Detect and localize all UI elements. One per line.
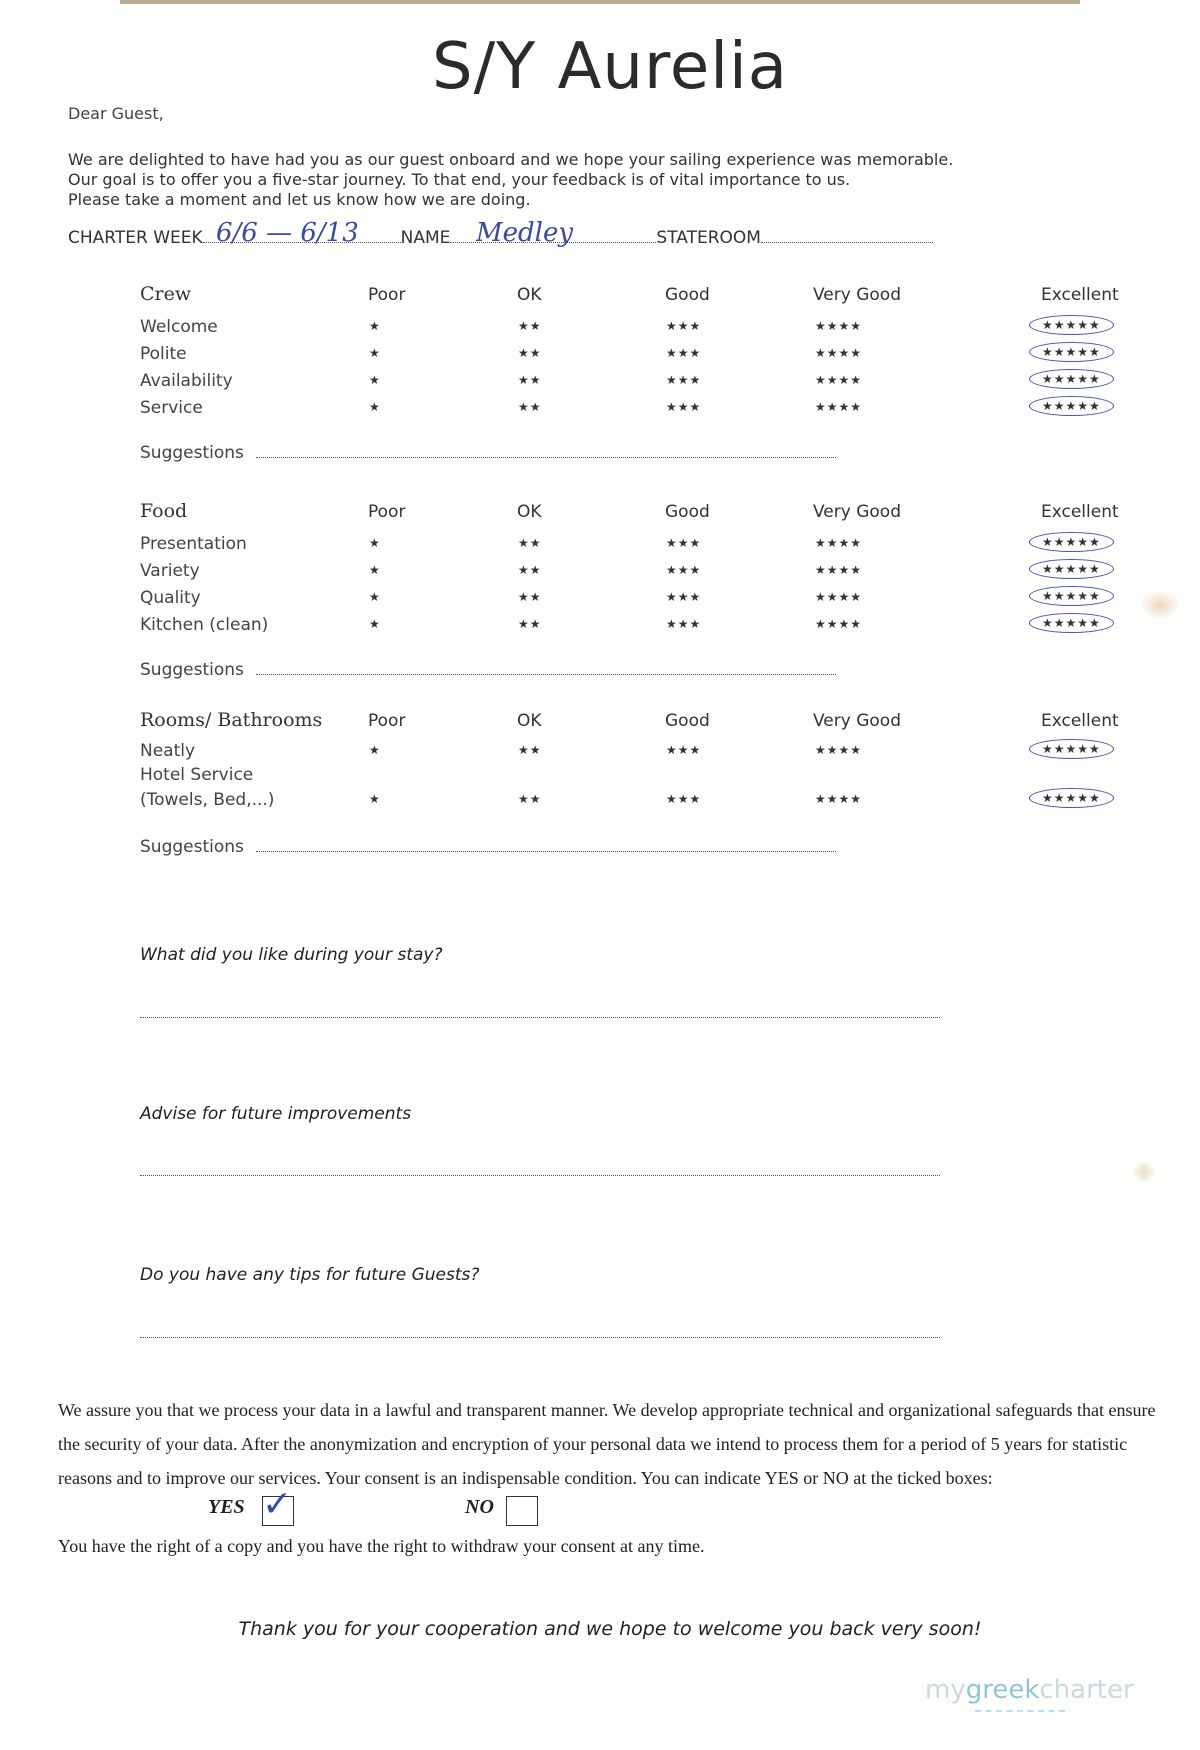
star-2[interactable]: ★★ xyxy=(518,319,542,333)
rating-label: Welcome xyxy=(140,317,218,337)
answer-line-liked[interactable] xyxy=(140,1016,940,1018)
answer-line-improvements[interactable] xyxy=(140,1174,940,1176)
copy-rights-text: You have the right of a copy and you have the right to withdraw your consent at any time. xyxy=(58,1536,705,1556)
rating-row xyxy=(140,588,1120,614)
rating-row xyxy=(140,344,1120,370)
star-1[interactable]: ★ xyxy=(369,536,381,550)
star-4[interactable]: ★★★★ xyxy=(815,590,863,604)
star-5-circled[interactable]: ★★★★★ xyxy=(1029,739,1114,759)
thanks-message: Thank you for your cooperation and we hope to welcome you back very soon! xyxy=(238,1618,982,1640)
charter-info-row xyxy=(68,218,968,258)
rating-row xyxy=(140,615,1120,641)
star-5-circled[interactable]: ★★★★★ xyxy=(1029,532,1114,552)
intro-line: Please take a moment and let us know how we are doing. xyxy=(68,190,531,209)
star-1[interactable]: ★ xyxy=(369,563,381,577)
paper-stain xyxy=(1140,590,1180,620)
star-1[interactable]: ★ xyxy=(369,590,381,604)
rating-row xyxy=(140,561,1120,587)
star-2[interactable]: ★★ xyxy=(518,346,542,360)
rating-row-label-only xyxy=(140,765,1120,791)
col-poor: Poor xyxy=(368,711,406,731)
star-2[interactable]: ★★ xyxy=(518,373,542,387)
star-5-circled[interactable]: ★★★★★ xyxy=(1029,613,1114,633)
star-4[interactable]: ★★★★ xyxy=(815,792,863,806)
consent-text: We assure you that we process your data in a lawful and transparent manner. We develop appropriate technical and organizational safeguards that ensure the security of your data. After the anonymization and encryption of your personal data we intend to process them for a period of 5 years for statistic reasons and to improve our services. Your consent is an indispensable condition. You can indicate YES or NO at the ticked boxes: xyxy=(58,1400,1156,1488)
watermark-part: my xyxy=(925,1675,966,1705)
rating-row xyxy=(140,534,1120,560)
watermark-waves-icon xyxy=(975,1706,1065,1712)
star-4[interactable]: ★★★★ xyxy=(815,563,863,577)
suggestions-label: Suggestions xyxy=(140,443,244,463)
star-5-circled[interactable]: ★★★★★ xyxy=(1029,559,1114,579)
star-2[interactable]: ★★ xyxy=(518,400,542,414)
watermark-logo xyxy=(925,1675,1134,1705)
star-5-circled[interactable]: ★★★★★ xyxy=(1029,586,1114,606)
col-excellent: Excellent xyxy=(1041,711,1119,731)
paper-stain xyxy=(1132,1160,1156,1184)
star-3[interactable]: ★★★ xyxy=(666,346,702,360)
star-3[interactable]: ★★★ xyxy=(666,563,702,577)
section-title: Rooms/ Bathrooms xyxy=(140,709,323,731)
star-5-circled[interactable]: ★★★★★ xyxy=(1029,396,1114,416)
rating-label: Availability xyxy=(140,371,233,391)
answer-line-tips[interactable] xyxy=(140,1336,940,1338)
question-improvements: Advise for future improvements xyxy=(140,1104,412,1124)
suggestions-field[interactable] xyxy=(256,660,836,675)
star-1[interactable]: ★ xyxy=(369,792,381,806)
star-2[interactable]: ★★ xyxy=(518,743,542,757)
star-1[interactable]: ★ xyxy=(369,400,381,414)
suggestions-field[interactable] xyxy=(256,837,836,852)
yes-label: YES xyxy=(208,1496,245,1518)
greeting: Dear Guest, xyxy=(68,104,164,123)
suggestions-row xyxy=(140,837,836,857)
col-ok: OK xyxy=(517,285,542,305)
no-checkbox[interactable] xyxy=(506,1496,538,1526)
page-title: S/Y Aurelia xyxy=(431,30,789,104)
star-4[interactable]: ★★★★ xyxy=(815,319,863,333)
name-label: NAME xyxy=(400,228,451,248)
star-3[interactable]: ★★★ xyxy=(666,792,702,806)
section-title: Crew xyxy=(140,283,192,305)
intro-line: Our goal is to offer you a five-star journey. To that end, your feedback is of vital importance to us. xyxy=(68,170,851,189)
stateroom-label: STATEROOM xyxy=(656,228,761,248)
star-3[interactable]: ★★★ xyxy=(666,373,702,387)
col-excellent: Excellent xyxy=(1041,502,1119,522)
charter-week-label: CHARTER WEEK xyxy=(68,228,203,248)
suggestions-field[interactable] xyxy=(256,443,836,458)
col-very-good: Very Good xyxy=(813,502,901,522)
name-value: Medley xyxy=(476,218,574,248)
star-1[interactable]: ★ xyxy=(369,319,381,333)
section-food xyxy=(140,500,1120,690)
col-very-good: Very Good xyxy=(813,711,901,731)
suggestions-label: Suggestions xyxy=(140,660,244,680)
stateroom-field[interactable] xyxy=(761,228,933,243)
intro-text xyxy=(68,150,968,210)
col-poor: Poor xyxy=(368,502,406,522)
star-1[interactable]: ★ xyxy=(369,617,381,631)
suggestions-row xyxy=(140,660,836,680)
rating-label: Polite xyxy=(140,344,187,364)
star-1[interactable]: ★ xyxy=(369,373,381,387)
intro-line: We are delighted to have had you as our guest onboard and we hope your sailing experience was memorable. xyxy=(68,150,954,169)
rating-row xyxy=(140,398,1120,424)
suggestions-label: Suggestions xyxy=(140,837,244,857)
rating-row xyxy=(140,317,1120,343)
star-4[interactable]: ★★★★ xyxy=(815,400,863,414)
section-rooms xyxy=(140,709,1120,869)
section-title: Food xyxy=(140,500,188,522)
col-ok: OK xyxy=(517,502,542,522)
star-2[interactable]: ★★ xyxy=(518,536,542,550)
col-excellent: Excellent xyxy=(1041,285,1119,305)
col-poor: Poor xyxy=(368,285,406,305)
rating-label: Hotel Service xyxy=(140,765,254,785)
question-liked: What did you like during your stay? xyxy=(140,945,443,965)
rating-label: Kitchen (clean) xyxy=(140,615,269,635)
rating-label: (Towels, Bed,...) xyxy=(140,790,275,810)
star-3[interactable]: ★★★ xyxy=(666,536,702,550)
checkmark-icon: ✓ xyxy=(262,1484,293,1525)
rating-label: Quality xyxy=(140,588,201,608)
star-3[interactable]: ★★★ xyxy=(666,590,702,604)
rating-label: Neatly xyxy=(140,741,196,761)
rating-label: Presentation xyxy=(140,534,247,554)
rating-row xyxy=(140,371,1120,397)
watermark-part: greek xyxy=(965,1675,1040,1705)
paper-edge xyxy=(120,0,1080,4)
star-4[interactable]: ★★★★ xyxy=(815,617,863,631)
star-2[interactable]: ★★ xyxy=(518,563,542,577)
star-1[interactable]: ★ xyxy=(369,743,381,757)
star-5-circled[interactable]: ★★★★★ xyxy=(1029,315,1114,335)
star-4[interactable]: ★★★★ xyxy=(815,373,863,387)
question-tips: Do you have any tips for future Guests? xyxy=(140,1265,480,1285)
rating-row xyxy=(140,741,1120,767)
star-3[interactable]: ★★★ xyxy=(666,400,702,414)
star-3[interactable]: ★★★ xyxy=(666,617,702,631)
star-2[interactable]: ★★ xyxy=(518,792,542,806)
col-ok: OK xyxy=(517,711,542,731)
star-5-circled[interactable]: ★★★★★ xyxy=(1029,788,1114,808)
star-3[interactable]: ★★★ xyxy=(666,319,702,333)
star-4[interactable]: ★★★★ xyxy=(815,536,863,550)
star-5-circled[interactable]: ★★★★★ xyxy=(1029,342,1114,362)
star-2[interactable]: ★★ xyxy=(518,617,542,631)
section-crew xyxy=(140,283,1120,473)
star-4[interactable]: ★★★★ xyxy=(815,346,863,360)
star-1[interactable]: ★ xyxy=(369,346,381,360)
rating-label: Variety xyxy=(140,561,200,581)
watermark-part: charter xyxy=(1039,1675,1134,1705)
col-good: Good xyxy=(665,285,710,305)
col-good: Good xyxy=(665,502,710,522)
col-good: Good xyxy=(665,711,710,731)
col-very-good: Very Good xyxy=(813,285,901,305)
suggestions-row xyxy=(140,443,836,463)
star-4[interactable]: ★★★★ xyxy=(815,743,863,757)
star-5-circled[interactable]: ★★★★★ xyxy=(1029,369,1114,389)
rating-label: Service xyxy=(140,398,203,418)
star-2[interactable]: ★★ xyxy=(518,590,542,604)
rating-row xyxy=(140,790,1120,816)
no-label: NO xyxy=(465,1496,494,1518)
charter-week-value: 6/6 — 6/13 xyxy=(216,218,359,248)
star-3[interactable]: ★★★ xyxy=(666,743,702,757)
